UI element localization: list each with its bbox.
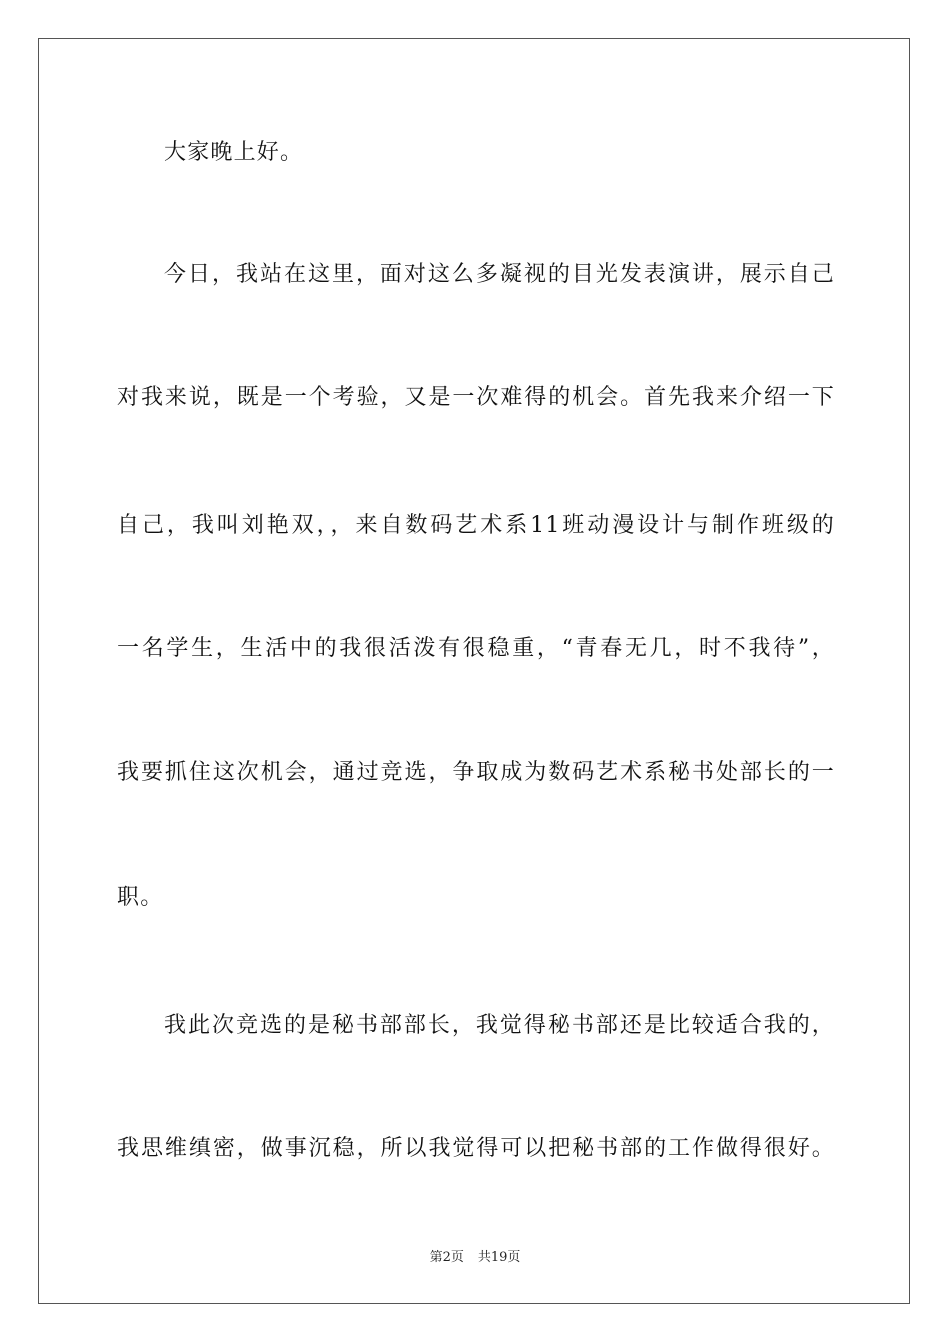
paragraph-line-7: 职。 [117, 885, 164, 910]
paragraph-line-6: 我要抓住这次机会，通过竞选，争取成为数码艺术系秘书处部长的一 [117, 760, 835, 785]
paragraph-line-9: 我思维缜密，做事沉稳，所以我觉得可以把秘书部的工作做得很好。 [117, 1136, 835, 1161]
paragraph-line-4: 自己，我叫刘艳双，，来自数码艺术系11班动漫设计与制作班级的 [117, 513, 835, 538]
paragraph-line-5: 一名学生，生活中的我很活泼有很稳重，“青春无几，时不我待”， [117, 636, 835, 661]
paragraph-line-3: 对我来说，既是一个考验，又是一次难得的机会。首先我来介绍一下 [117, 385, 835, 410]
paragraph-line-8: 我此次竞选的是秘书部部长，我觉得秘书部还是比较适合我的， [164, 1013, 835, 1038]
paragraph-line-1: 大家晚上好。 [164, 140, 304, 165]
page-number: 第2页 [429, 1250, 464, 1265]
page-footer [0, 1246, 950, 1265]
page-frame [38, 38, 910, 1304]
page-total: 共19页 [477, 1250, 521, 1265]
paragraph-line-2: 今日，我站在这里，面对这么多凝视的目光发表演讲，展示自己 [164, 262, 835, 287]
